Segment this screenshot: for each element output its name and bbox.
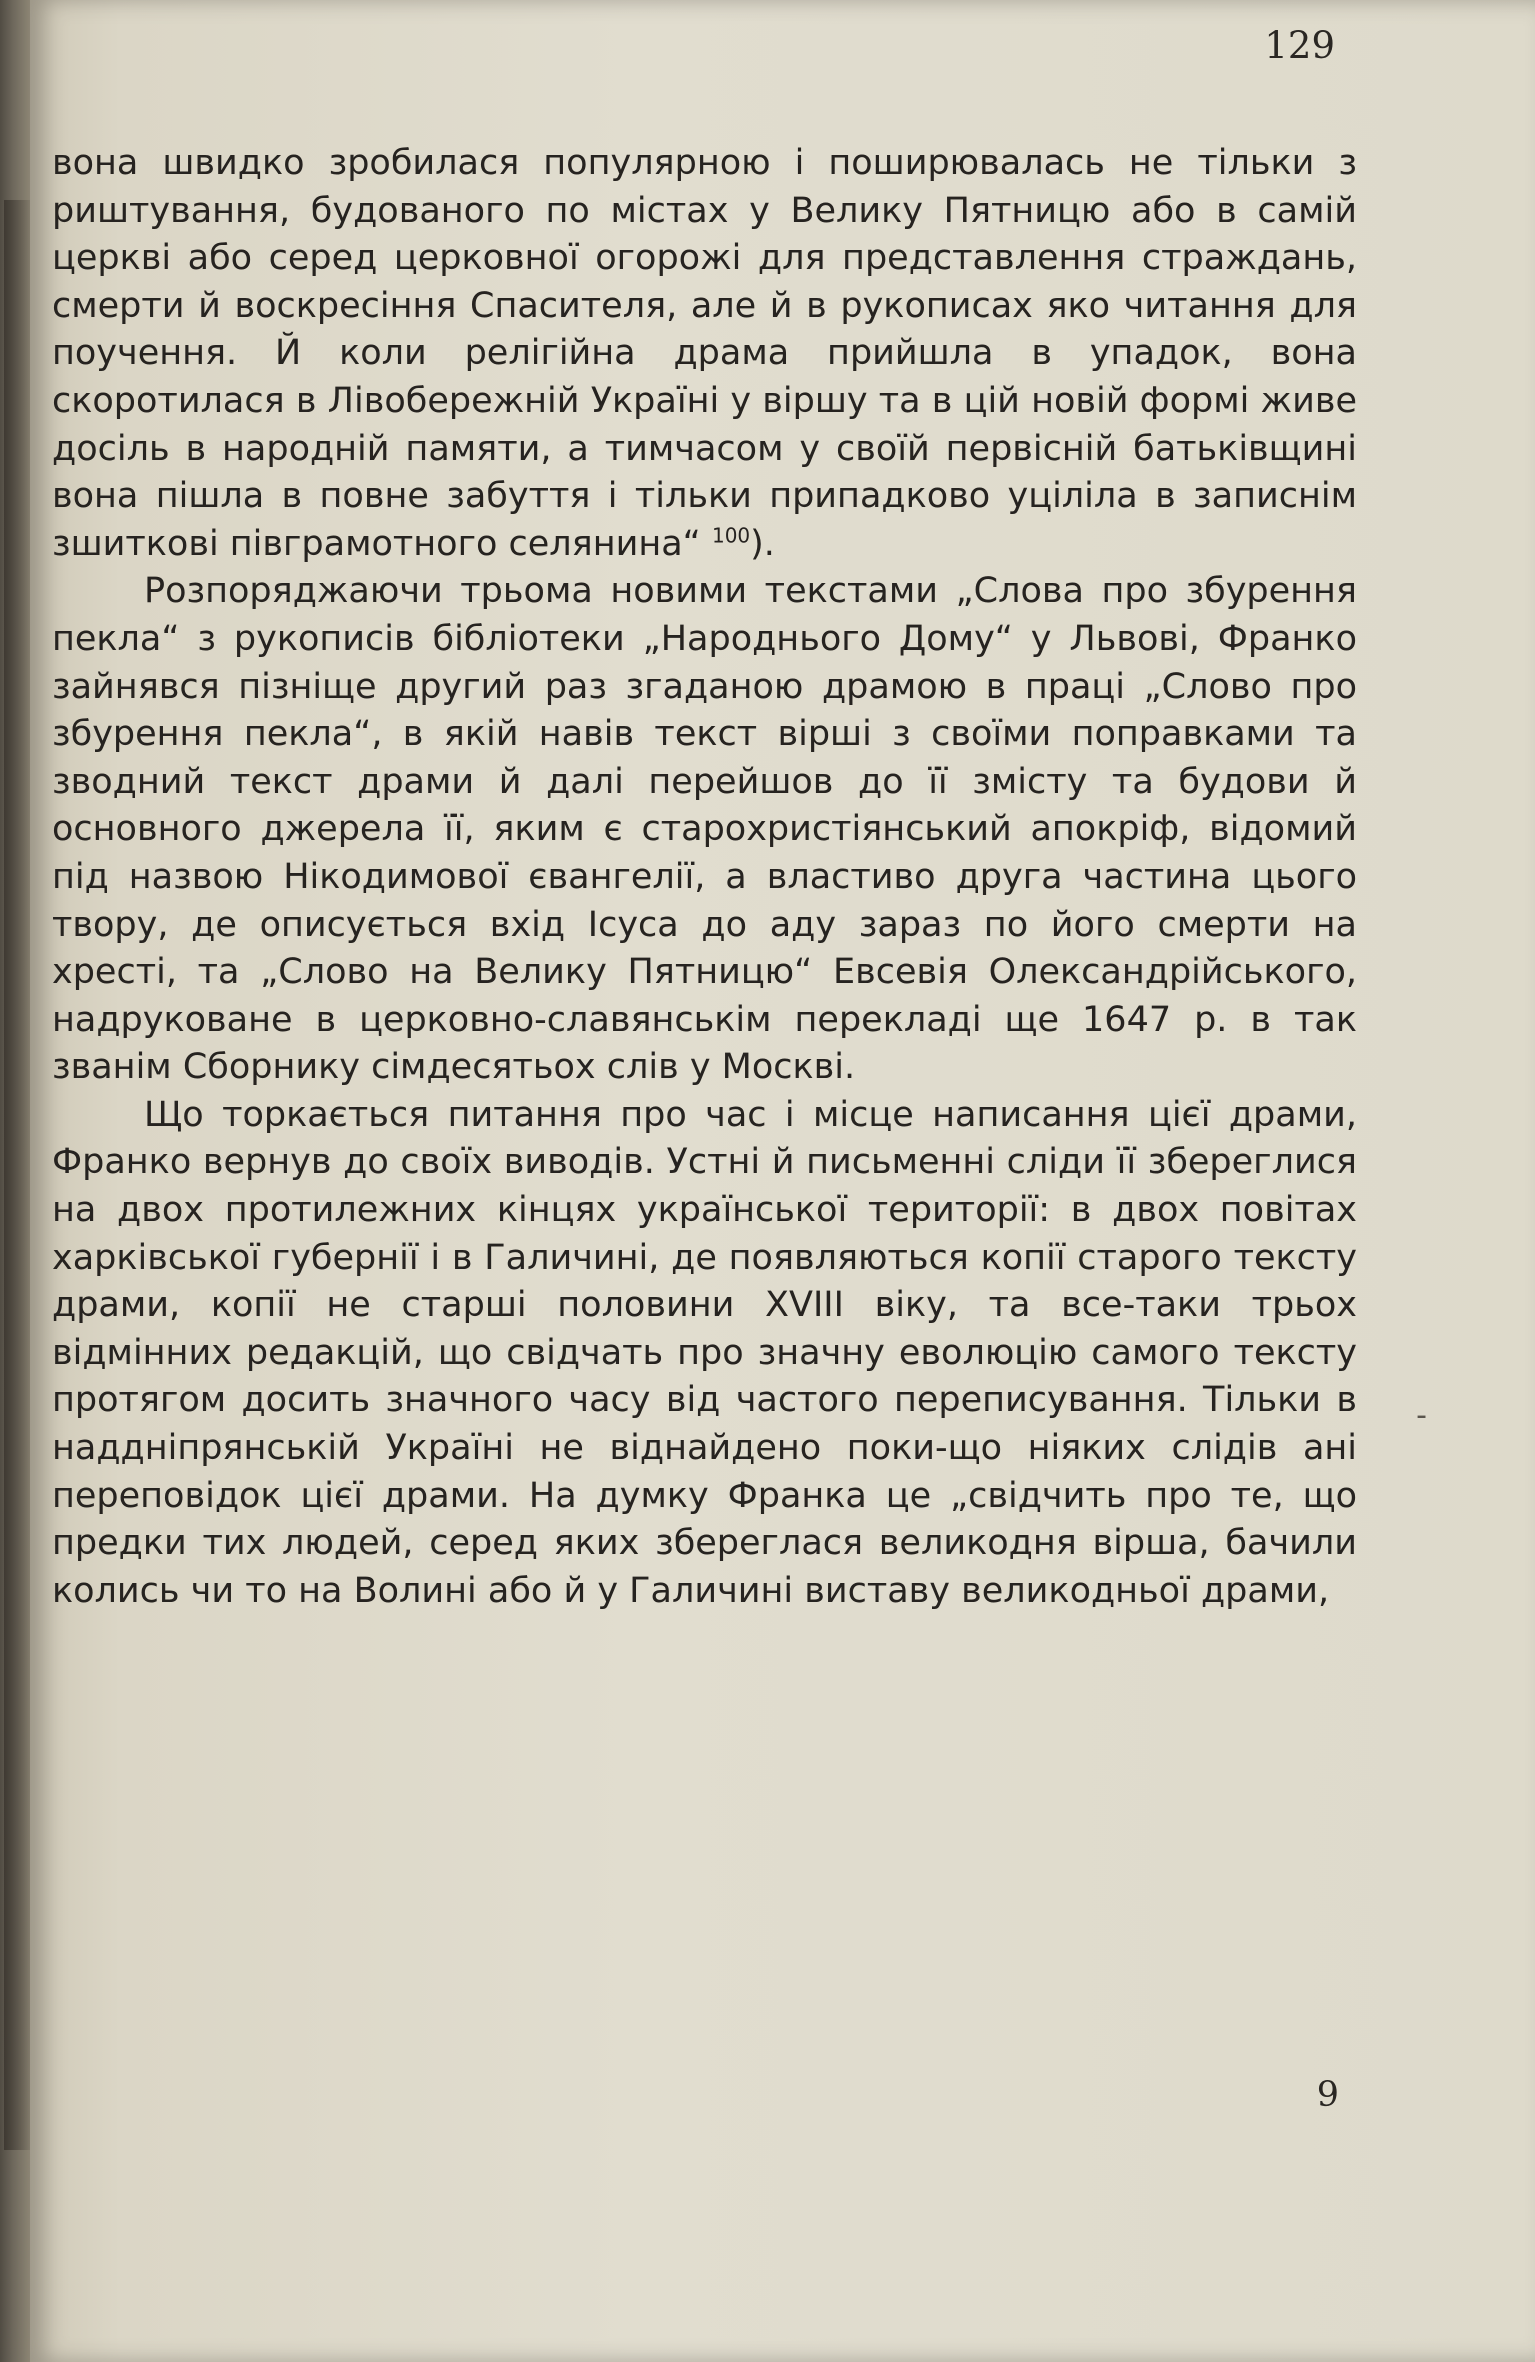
- paragraph-3: Що торкається питання про час і місце написання цієї драми, Франко вернув до своїх виводів. Устні й письменні сліди її збереглися на двох протилежних кінцях української території: в двох повітах харківської губернії і в Галичині, де появляються копії старого тексту драми, копії не старші половини XVIII віку, та все-таки трьох відмінних редакцій, що свідчать про значну еволюцію самого тексту протягом досить значного часу від частого переписування. Тільки в наддніпрянській Україні не віднайдено поки-що ніяких слідів ані переповідок цієї драми. На думку Франка це „свідчить про те, що предки тих людей, серед яких збереглася великодня вірша, бачили колись чи то на Волині або й у Галичині виставу великодньої драми,: [52, 1094, 1357, 1611]
- paragraph-1-end: ).: [750, 523, 775, 564]
- book-page: [30, 0, 1535, 2362]
- paragraph-1-text: вона швидко зробилася популярною і поширювалась не тільки з риштування, будованого по містах у Велику Пятницю або в самій церкві або серед церковної огорожі для представлення страждань, смерти й воскресіння Спасителя, але й в рукописах яко читання для поучення. Й коли релігійна драма прийшла в упадок, вона скоротилася в Лівобережній Україні у віршу та в цій новій формі живе досіль в народній памяти, а тимчасом у своїй первісній батьківщині вона пішла в повне забуття і тільки припадково уціліла в записнім зшиткові півграмотного селянина“: [52, 143, 1357, 564]
- paragraph-2: Розпоряджаючи трьома новими текстами „Слова про збурення пекла“ з рукописів бібліотеки „Народнього Дому“ у Львові, Франко зайнявся пізніще другий раз згаданою драмою в праці „Слово про збурення пекла“, в якій навів текст вірші з своїми поправками та зводний текст драми й далі перейшов до її змісту та будови й основного джерела її, яким є старохристіянський апокріф, відомий під назвою Нікодимової євангелії, а властиво друга частина цього твору, де описується вхід Ісуса до аду зараз по його смерти на хресті, та „Слово на Велику Пятницю“ Евсевія Олександрійського, надруковане в церковно-славянськім перекладі ще 1647 р. в так званім Сборнику сімдесятьох слів у Москві.: [52, 571, 1357, 1088]
- paragraph-1: [52, 140, 1357, 568]
- signature-mark: 9: [1316, 2075, 1339, 2115]
- margin-mark: -: [1416, 1398, 1427, 1433]
- footnote-reference: 100: [711, 523, 751, 548]
- page-number: 129: [1264, 24, 1335, 67]
- page-body-text: [52, 140, 1357, 1615]
